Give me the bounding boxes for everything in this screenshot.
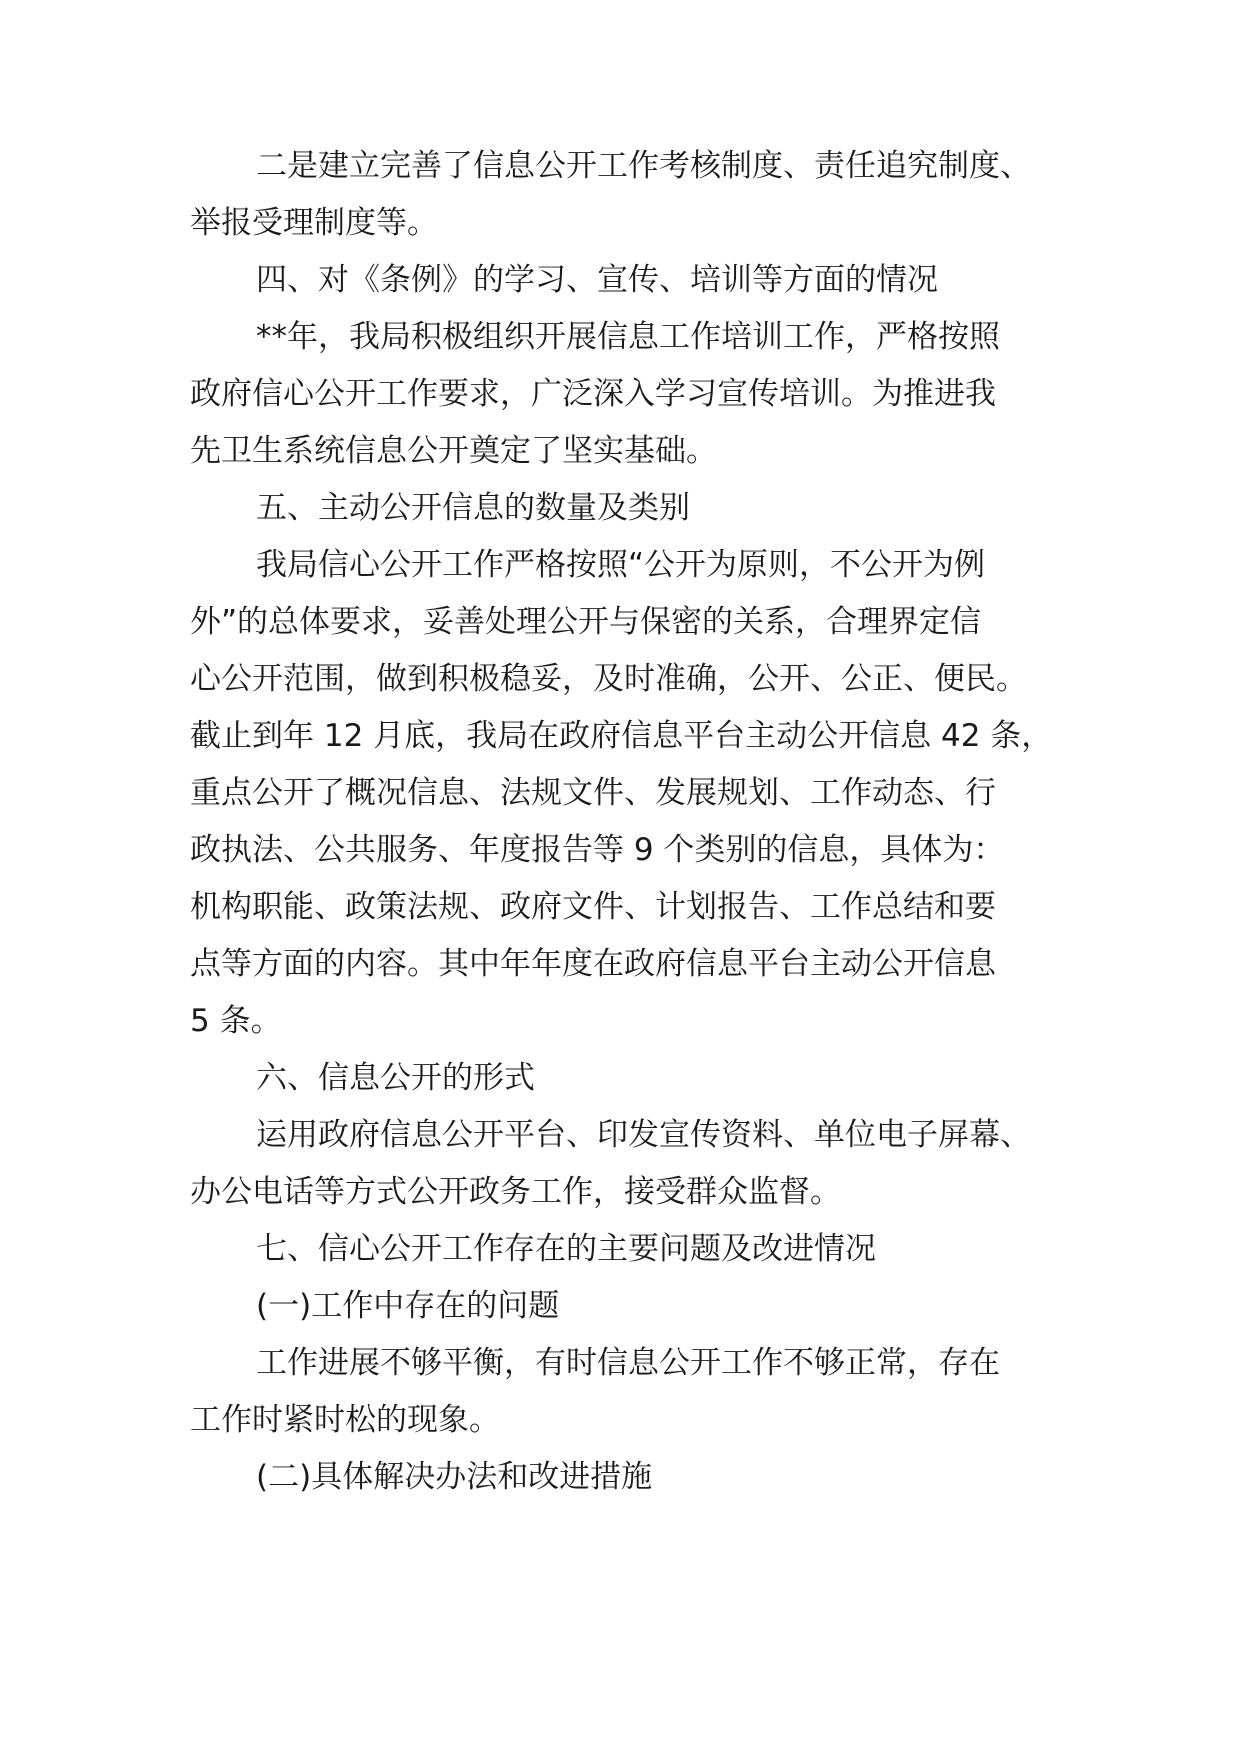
paragraph-line: 点等方面的内容。其中年年度在政府信息平台主动公开信息 bbox=[190, 946, 996, 982]
paragraph-line: 外”的总体要求，妥善处理公开与保密的关系，合理界定信 bbox=[190, 604, 982, 640]
paragraph-line: 心公开范围，做到积极稳妥，及时准确，公开、公正、便民。 bbox=[190, 661, 1027, 697]
paragraph-line: 重点公开了概况信息、法规文件、发展规划、工作动态、行 bbox=[190, 775, 996, 811]
paragraph-line: 政执法、公共服务、年度报告等 9 个类别的信息，具体为： bbox=[190, 832, 1005, 868]
paragraph-line: 运用政府信息公开平台、印发宣传资料、单位电子屏幕、 bbox=[256, 1117, 1031, 1153]
paragraph-line: 5 条。 bbox=[190, 1003, 282, 1039]
paragraph-line: **年，我局积极组织开展信息工作培训工作，严格按照 bbox=[256, 319, 1000, 355]
section-heading: 六、信息公开的形式 bbox=[256, 1060, 535, 1096]
subsection-heading: (一)工作中存在的问题 bbox=[256, 1288, 560, 1324]
paragraph-line: 截止到年 12 月底，我局在政府信息平台主动公开信息 42 条， bbox=[190, 718, 1053, 754]
paragraph-line: 机构职能、政策法规、政府文件、计划报告、工作总结和要 bbox=[190, 889, 996, 925]
paragraph-line: 举报受理制度等。 bbox=[190, 205, 438, 241]
paragraph-line: 工作时紧时松的现象。 bbox=[190, 1402, 500, 1438]
paragraph-line: 先卫生系统信息公开奠定了坚实基础。 bbox=[190, 433, 717, 469]
subsection-heading: (二)具体解决办法和改进措施 bbox=[256, 1459, 653, 1495]
section-heading: 五、主动公开信息的数量及类别 bbox=[256, 490, 690, 526]
paragraph-line: 政府信心公开工作要求，广泛深入学习宣传培训。为推进我 bbox=[190, 376, 996, 412]
section-heading: 七、信心公开工作存在的主要问题及改进情况 bbox=[256, 1231, 876, 1267]
section-heading: 四、对《条例》的学习、宣传、培训等方面的情况 bbox=[256, 262, 938, 298]
paragraph-line: 工作进展不够平衡，有时信息公开工作不够正常，存在 bbox=[256, 1345, 1000, 1381]
paragraph-line: 我局信心公开工作严格按照“公开为原则，不公开为例 bbox=[256, 547, 986, 583]
paragraph-line: 二是建立完善了信息公开工作考核制度、责任追究制度、 bbox=[256, 148, 1031, 184]
paragraph-line: 办公电话等方式公开政务工作，接受群众监督。 bbox=[190, 1174, 841, 1210]
